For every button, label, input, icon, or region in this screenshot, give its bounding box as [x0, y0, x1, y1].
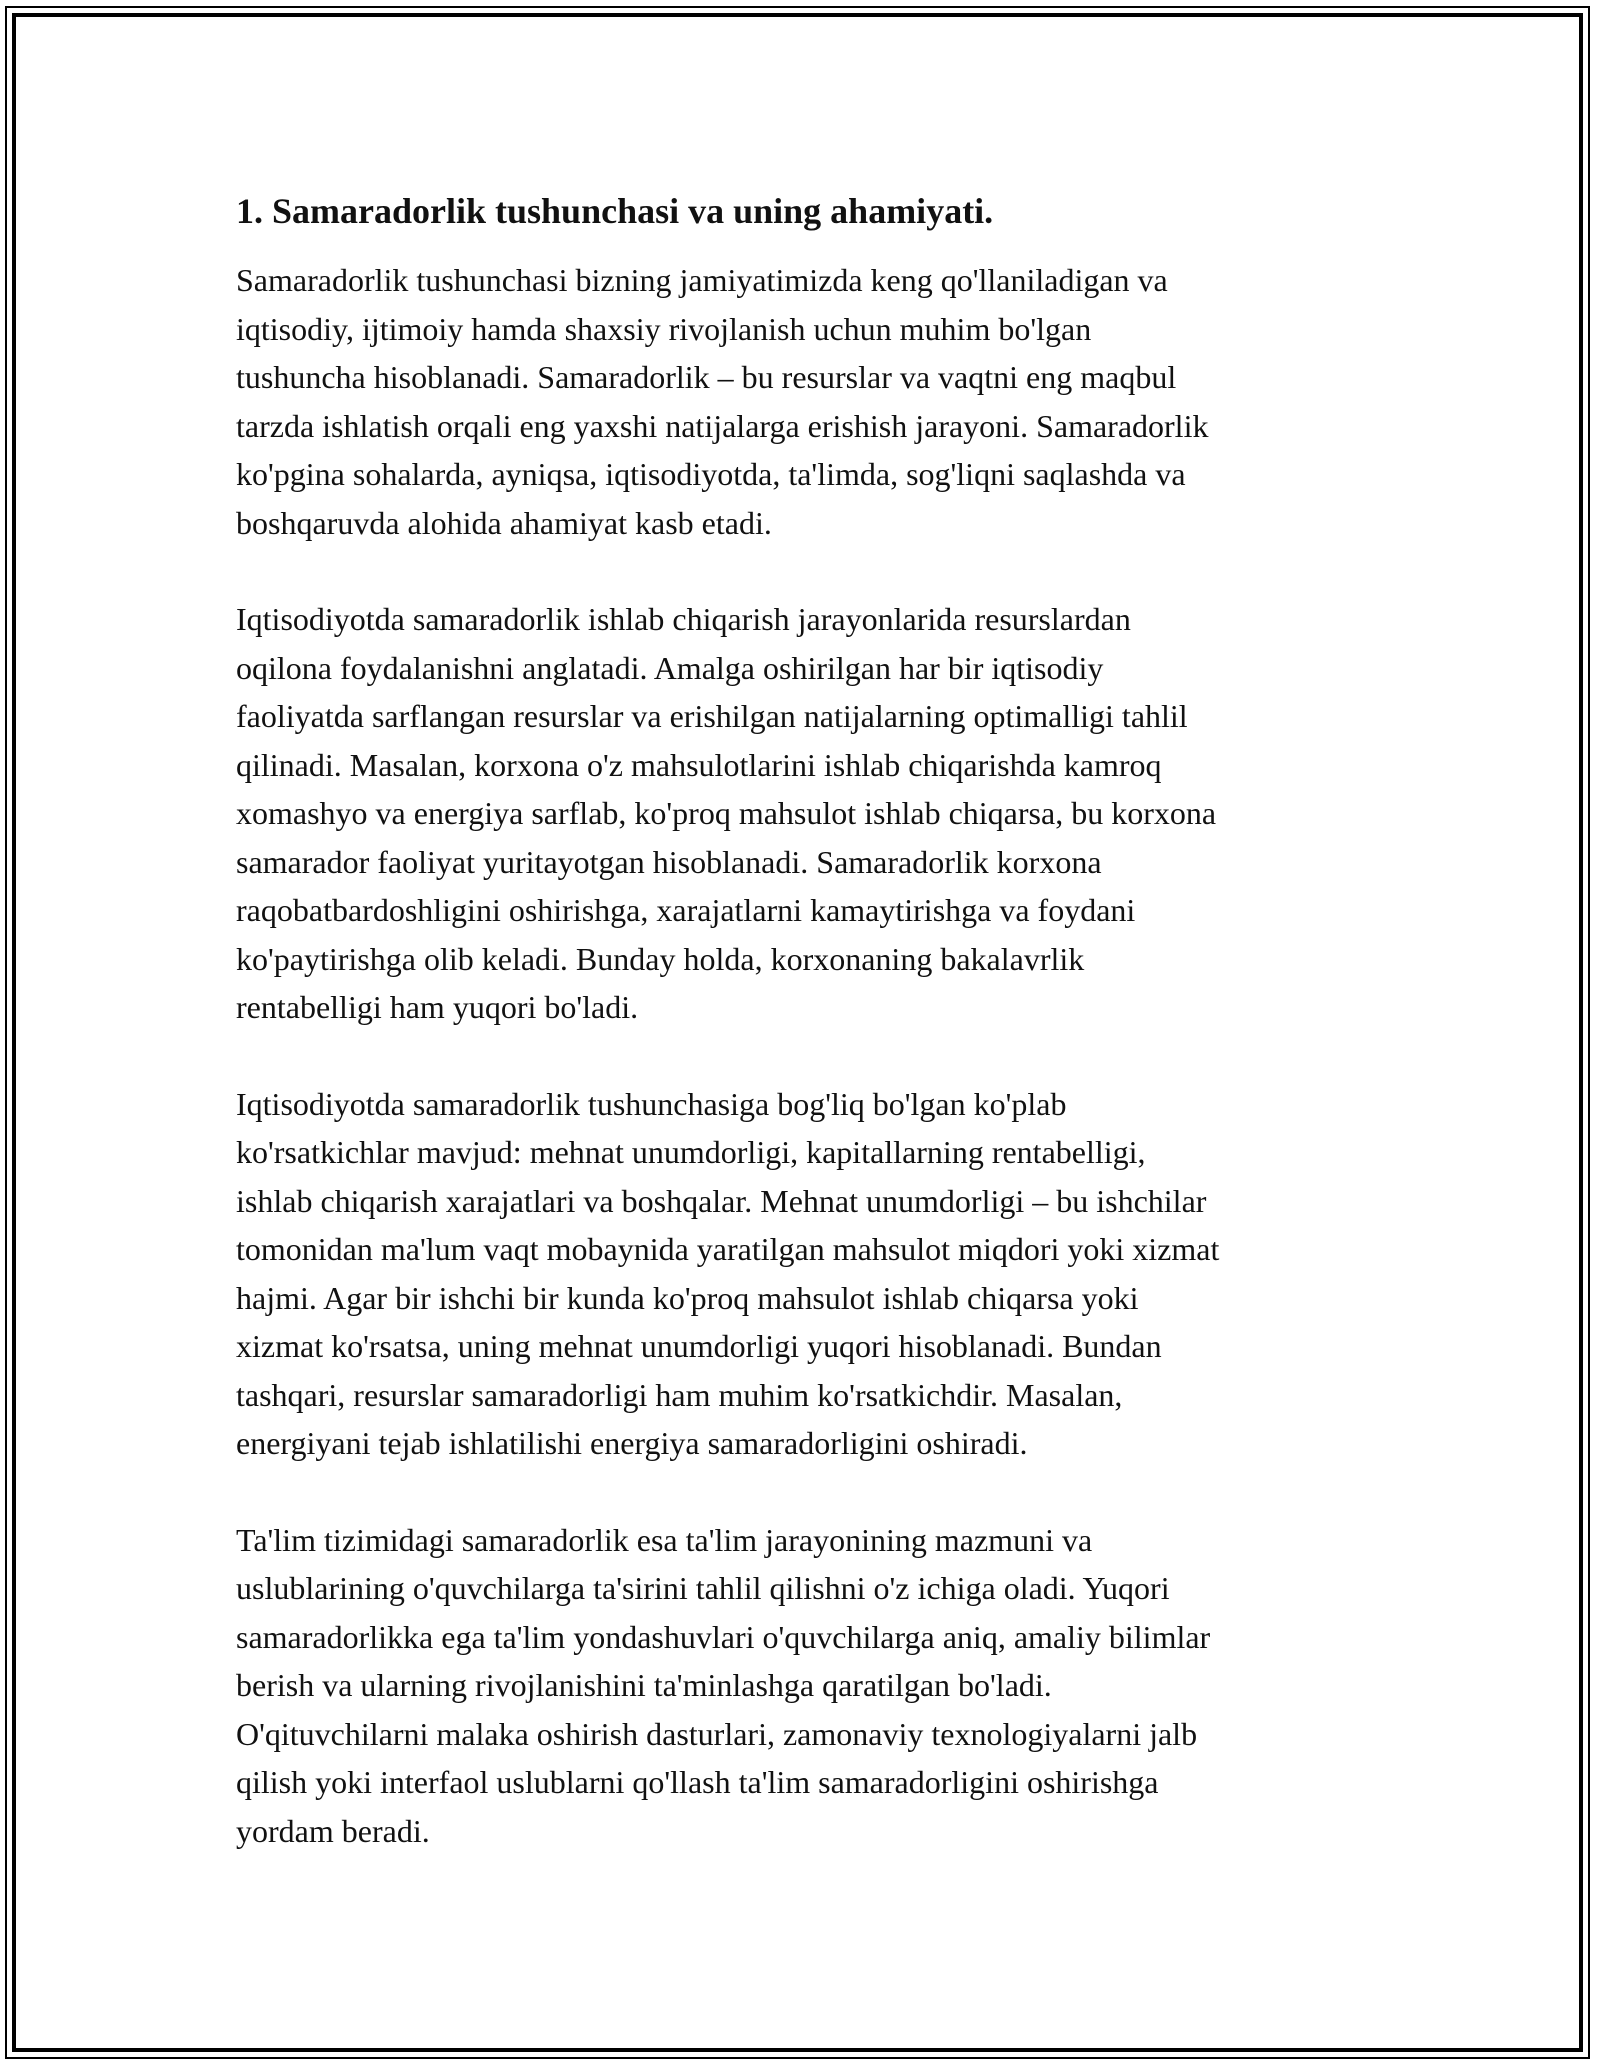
paragraph-line: ko'pgina sohalarda, ayniqsa, iqtisodiyotda, ta'limda, sog'liqni saqlashda va [236, 456, 1186, 492]
paragraph-economy [236, 595, 1386, 1032]
paragraph-line: Iqtisodiyotda samaradorlik tushunchasiga bog'liq bo'lgan ko'plab [236, 1085, 1067, 1122]
paragraph-indicators [236, 1080, 1386, 1468]
document-body [236, 188, 1386, 1855]
paragraph-line: tomonidan ma'lum vaqt mobaynida yaratilgan mahsulot miqdori yoki xizmat [236, 1231, 1220, 1267]
paragraph-line: iqtisodiy, ijtimoiy hamda shaxsiy rivojlanish uchun muhim bo'lgan [236, 310, 1092, 347]
paragraph-line: tashqari, resurslar samaradorligi ham muhim ko'rsatkichdir. Masalan, [236, 1376, 1123, 1413]
paragraph-line: Samaradorlik tushunchasi bizning jamiyatimizda keng qo'llaniladigan va [236, 262, 1168, 298]
paragraph-line: faoliyatda sarflangan resurslar va erishilgan natijalarning optimalligi tahlil [236, 698, 1188, 734]
paragraph-line: berish va ularning rivojlanishini ta'minlashga qaratilgan bo'ladi. [236, 1667, 1052, 1703]
paragraph-line: Ta'lim tizimidagi samaradorlik esa ta'lim jarayonining mazmuni va [236, 1521, 1093, 1558]
paragraph-line: oqilona foydalanishni anglatadi. Amalga oshirilgan har bir iqtisodiy [236, 649, 1104, 686]
paragraph-line: ko'paytirishga olib keladi. Bunday holda, korxonaning bakalavrlik [236, 940, 1085, 977]
paragraph-line: hajmi. Agar bir ishchi bir kunda ko'proq mahsulot ishlab chiqarsa yoki [236, 1279, 1139, 1316]
paragraph-line: raqobatbardoshligini oshirishga, xarajatlarni kamaytirishga va foydani [236, 892, 1136, 928]
paragraph-line: samarador faoliyat yuritayotgan hisoblanadi. Samaradorlik korxona [236, 843, 1102, 880]
paragraph-line: qilish yoki interfaol uslublarni qo'llash ta'lim samaradorligini oshirishga [236, 1764, 1159, 1800]
paragraph-line: xomashyo va energiya sarflab, ko'proq mahsulot ishlab chiqarsa, bu korxona [236, 795, 1217, 831]
paragraph-education [236, 1516, 1386, 1856]
section-heading: 1. Samaradorlik tushunchasi va uning ahamiyati. [236, 191, 994, 231]
paragraph-line: energiyani tejab ishlatilishi energiya samaradorligini oshiradi. [236, 1425, 1028, 1461]
paragraph-line: qilinadi. Masalan, korxona o'z mahsulotlarini ishlab chiqarishda kamroq [236, 746, 1162, 783]
paragraph-line: O'qituvchilarni malaka oshirish dasturlari, zamonaviy texnologiyalarni jalb [236, 1715, 1198, 1752]
paragraph-line: rentabelligi ham yuqori bo'ladi. [236, 989, 639, 1025]
paragraph-intro [236, 256, 1386, 547]
paragraph-line: uslublarining o'quvchilarga ta'sirini tahlil qilishni o'z ichiga oladi. Yuqori [236, 1570, 1170, 1606]
paragraph-line: samaradorlikka ega ta'lim yondashuvlari o'quvchilarga aniq, amaliy bilimlar [236, 1618, 1211, 1655]
paragraph-line: ishlab chiqarish xarajatlari va boshqalar. Mehnat unumdorligi – bu ishchilar [236, 1182, 1207, 1219]
paragraph-line: ko'rsatkichlar mavjud: mehnat unumdorligi, kapitallarning rentabelligi, [236, 1134, 1146, 1170]
paragraph-line: Iqtisodiyotda samaradorlik ishlab chiqarish jarayonlarida resurslardan [236, 601, 1131, 637]
paragraph-line: yordam beradi. [236, 1812, 430, 1849]
paragraph-line: tarzda ishlatish orqali eng yaxshi natijalarga erishish jarayoni. Samaradorlik [236, 407, 1209, 444]
paragraph-line: boshqaruvda alohida ahamiyat kasb etadi. [236, 504, 772, 541]
paragraph-line: xizmat ko'rsatsa, uning mehnat unumdorligi yuqori hisoblanadi. Bundan [236, 1328, 1162, 1364]
paragraph-line: tushuncha hisoblanadi. Samaradorlik – bu resurslar va vaqtni eng maqbul [236, 359, 1177, 395]
